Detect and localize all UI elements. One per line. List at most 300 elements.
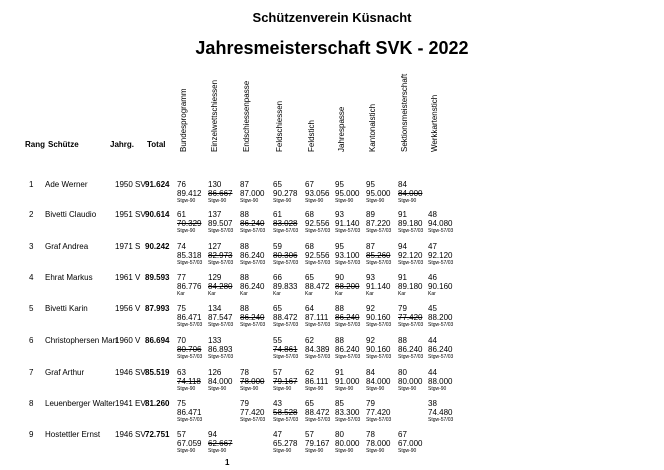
weapon-category: Stgw-90 <box>177 448 196 454</box>
score-cell <box>177 242 209 267</box>
weapon-category: Stgw-90 <box>208 448 227 454</box>
weighted-score: 58.528 <box>273 408 298 417</box>
total-score: 72.751 <box>145 430 170 439</box>
score-cell <box>208 336 240 361</box>
weapon-category: Stgw-57/03 <box>428 322 454 328</box>
weighted-score: 86.240 <box>240 251 265 260</box>
raw-score: 47 <box>428 242 437 251</box>
total-score: 89.593 <box>145 273 170 282</box>
page-number: 1 <box>225 458 230 467</box>
score-cell <box>240 273 272 298</box>
score-cell <box>240 399 272 424</box>
weapon-category: Stgw-90 <box>366 448 385 454</box>
score-cell <box>305 273 337 298</box>
raw-score: 79 <box>366 399 375 408</box>
weighted-score: 86.240 <box>240 219 265 228</box>
weapon-category: Stgw-57/03 <box>273 322 299 328</box>
weighted-score: 90.160 <box>428 282 453 291</box>
score-cell <box>428 273 460 298</box>
weighted-score: 91.140 <box>335 219 360 228</box>
birth-year: 1946 SV <box>115 368 146 377</box>
score-cell <box>273 242 305 267</box>
score-cell <box>177 304 209 329</box>
raw-score: 134 <box>208 304 222 313</box>
raw-score: 79 <box>240 399 249 408</box>
score-cell <box>177 180 209 205</box>
raw-score: 91 <box>335 368 344 377</box>
shooter-name: Hostettler Ernst <box>45 430 101 439</box>
score-cell <box>398 242 430 267</box>
score-cell <box>177 273 209 298</box>
birth-year: 1960 V <box>115 336 141 345</box>
raw-score: 84 <box>398 180 407 189</box>
weighted-score: 94.080 <box>428 219 453 228</box>
score-cell <box>428 399 460 424</box>
total-score: 87.993 <box>145 304 170 313</box>
weapon-category: Stgw-57/03 <box>240 260 266 266</box>
weapon-category: Stgw-57/03 <box>428 354 454 360</box>
raw-score: 67 <box>305 180 314 189</box>
weighted-score: 62.667 <box>208 439 233 448</box>
score-cell <box>366 210 398 235</box>
weapon-category: Kar <box>398 291 406 297</box>
weapon-category: Stgw-57/03 <box>305 322 331 328</box>
score-cell <box>366 368 398 393</box>
weighted-score: 86.240 <box>428 345 453 354</box>
weighted-score: 93.056 <box>305 189 330 198</box>
score-cell <box>177 336 209 361</box>
weighted-score: 93.100 <box>335 251 360 260</box>
weapon-category: Kar <box>366 291 374 297</box>
weapon-category: Stgw-57/03 <box>335 417 361 423</box>
header-event: Sektionsmeisterschaft <box>400 73 409 152</box>
weapon-category: Stgw-57/03 <box>240 322 266 328</box>
weapon-category: Stgw-57/03 <box>273 260 299 266</box>
score-cell <box>398 180 430 205</box>
score-cell <box>305 430 337 455</box>
score-cell <box>428 304 460 329</box>
weapon-category: Stgw-90 <box>428 386 447 392</box>
raw-score: 47 <box>273 430 282 439</box>
weapon-category: Stgw-57/03 <box>398 228 424 234</box>
weapon-category: Kar <box>305 291 313 297</box>
weighted-score: 95.000 <box>366 189 391 198</box>
score-cell <box>335 273 367 298</box>
raw-score: 67 <box>398 430 407 439</box>
raw-score: 44 <box>428 336 437 345</box>
weapon-category: Stgw-90 <box>177 228 196 234</box>
rank-value: 2 <box>29 210 34 219</box>
weighted-score: 65.278 <box>273 439 298 448</box>
score-cell <box>366 242 398 267</box>
weapon-category: Stgw-57/03 <box>366 354 392 360</box>
header-rank: Rang <box>25 140 45 149</box>
score-cell <box>366 336 398 361</box>
weapon-category: Stgw-90 <box>177 198 196 204</box>
raw-score: 44 <box>428 368 437 377</box>
score-cell <box>208 273 240 298</box>
score-cell <box>335 210 367 235</box>
score-cell <box>273 399 305 424</box>
weighted-score: 89.180 <box>398 219 423 228</box>
raw-score: 88 <box>335 304 344 313</box>
header-event: Endschiessenpasse <box>242 80 251 152</box>
score-cell <box>335 242 367 267</box>
weighted-score: 87.547 <box>208 313 233 322</box>
weighted-score: 78.000 <box>240 377 265 386</box>
score-cell <box>273 180 305 205</box>
shooter-name: Graf Andrea <box>45 242 89 251</box>
raw-score: 94 <box>208 430 217 439</box>
rank-value: 4 <box>29 273 34 282</box>
raw-score: 89 <box>366 210 375 219</box>
raw-score: 84 <box>366 368 375 377</box>
weapon-category: Stgw-57/03 <box>305 417 331 423</box>
weapon-category: Kar <box>428 291 436 297</box>
raw-score: 91 <box>398 273 407 282</box>
score-cell <box>335 430 367 455</box>
score-cell <box>208 180 240 205</box>
raw-score: 61 <box>177 210 186 219</box>
score-cell <box>428 210 460 235</box>
header-event: Bundesprogramm <box>179 88 188 152</box>
raw-score: 43 <box>273 399 282 408</box>
score-cell <box>273 430 305 455</box>
weighted-score: 89.412 <box>177 189 202 198</box>
weapon-category: Stgw-90 <box>366 386 385 392</box>
weighted-score: 88.200 <box>428 313 453 322</box>
weapon-category: Stgw-90 <box>335 386 354 392</box>
raw-score: 130 <box>208 180 222 189</box>
score-cell <box>240 242 272 267</box>
score-cell <box>273 304 305 329</box>
weighted-score: 84.000 <box>208 377 233 386</box>
weighted-score: 77.420 <box>240 408 265 417</box>
raw-score: 65 <box>305 273 314 282</box>
weapon-category: Stgw-57/03 <box>398 354 424 360</box>
raw-score: 88 <box>335 336 344 345</box>
weighted-score: 85.318 <box>177 251 202 260</box>
weighted-score: 84.389 <box>305 345 330 354</box>
weapon-category: Stgw-90 <box>398 198 417 204</box>
weapon-category: Stgw-57/03 <box>366 322 392 328</box>
weighted-score: 79.167 <box>305 439 330 448</box>
raw-score: 88 <box>240 304 249 313</box>
raw-score: 90 <box>335 273 344 282</box>
weighted-score: 67.059 <box>177 439 202 448</box>
weapon-category: Stgw-57/03 <box>366 417 392 423</box>
weapon-category: Stgw-57/03 <box>208 354 234 360</box>
weighted-score: 86.240 <box>240 313 265 322</box>
raw-score: 76 <box>177 180 186 189</box>
raw-score: 80 <box>335 430 344 439</box>
raw-score: 87 <box>240 180 249 189</box>
weapon-category: Stgw-57/03 <box>366 228 392 234</box>
rank-value: 7 <box>29 368 34 377</box>
raw-score: 127 <box>208 242 222 251</box>
raw-score: 74 <box>177 242 186 251</box>
score-cell <box>177 430 209 455</box>
weighted-score: 74.118 <box>177 377 201 386</box>
header-event: Feldschiessen <box>275 100 284 152</box>
score-cell <box>240 180 272 205</box>
weighted-score: 86.111 <box>305 377 329 386</box>
weapon-category: Stgw-57/03 <box>428 417 454 423</box>
shooter-name: Bivetti Claudio <box>45 210 97 219</box>
weapon-category: Stgw-57/03 <box>273 417 299 423</box>
header-event: Einzelwettschiessen <box>210 79 219 152</box>
weighted-score: 90.278 <box>273 189 298 198</box>
score-cell <box>335 368 367 393</box>
score-cell <box>240 368 272 393</box>
weighted-score: 85.260 <box>366 251 391 260</box>
shooter-name: Graf Arthur <box>45 368 85 377</box>
birth-year: 1941 EV <box>115 399 146 408</box>
weighted-score: 90.160 <box>366 345 391 354</box>
rank-value: 6 <box>29 336 34 345</box>
weighted-score: 87.000 <box>240 189 265 198</box>
weighted-score: 86.471 <box>177 313 202 322</box>
weapon-category: Stgw-90 <box>273 448 292 454</box>
weighted-score: 86.776 <box>177 282 202 291</box>
weapon-category: Stgw-90 <box>208 386 227 392</box>
raw-score: 94 <box>398 242 407 251</box>
raw-score: 63 <box>177 368 186 377</box>
score-cell <box>428 336 460 361</box>
score-cell <box>398 430 430 455</box>
weighted-score: 91.000 <box>335 377 360 386</box>
score-cell <box>335 336 367 361</box>
weapon-category: Stgw-90 <box>240 386 259 392</box>
score-cell <box>240 210 272 235</box>
weapon-category: Stgw-90 <box>398 386 417 392</box>
weighted-score: 92.556 <box>305 219 330 228</box>
raw-score: 92 <box>366 336 375 345</box>
weapon-category: Stgw-57/03 <box>240 417 266 423</box>
birth-year: 1950 SV <box>115 180 146 189</box>
score-cell <box>273 210 305 235</box>
weapon-category: Stgw-57/03 <box>177 354 203 360</box>
raw-score: 61 <box>273 210 282 219</box>
document-title: Jahresmeisterschaft SVK - 2022 <box>195 38 469 58</box>
total-score: 86.694 <box>145 336 170 345</box>
shooter-name: Ade Werner <box>45 180 88 189</box>
score-cell <box>398 336 430 361</box>
score-cell <box>273 336 305 361</box>
score-cell <box>335 304 367 329</box>
weapon-category: Stgw-57/03 <box>398 260 424 266</box>
weapon-category: Stgw-57/03 <box>335 260 361 266</box>
weapon-category: Stgw-57/03 <box>335 354 361 360</box>
rank-value: 5 <box>29 304 34 313</box>
raw-score: 59 <box>273 242 282 251</box>
weighted-score: 92.120 <box>398 251 423 260</box>
raw-score: 75 <box>177 304 186 313</box>
score-cell <box>366 304 398 329</box>
total-score: 90.242 <box>145 242 170 251</box>
weighted-score: 83.300 <box>335 408 360 417</box>
weighted-score: 83.028 <box>273 219 298 228</box>
weapon-category: Stgw-90 <box>305 386 324 392</box>
weighted-score: 77.420 <box>398 313 423 322</box>
club-name: Schützenverein Küsnacht <box>252 10 412 25</box>
score-cell <box>335 180 367 205</box>
score-cell <box>305 180 337 205</box>
weighted-score: 88.472 <box>305 282 330 291</box>
raw-score: 78 <box>240 368 249 377</box>
score-cell <box>177 399 209 424</box>
weighted-score: 70.329 <box>177 219 202 228</box>
weighted-score: 95.000 <box>335 189 360 198</box>
weighted-score: 88.200 <box>335 282 360 291</box>
raw-score: 137 <box>208 210 222 219</box>
weighted-score: 86.667 <box>208 189 233 198</box>
raw-score: 48 <box>428 210 437 219</box>
header-event: Kantonalstich <box>368 103 377 152</box>
birth-year: 1971 S <box>115 242 141 251</box>
weighted-score: 74.480 <box>428 408 453 417</box>
weighted-score: 86.240 <box>335 313 360 322</box>
total-score: 91.624 <box>145 180 170 189</box>
score-cell <box>273 273 305 298</box>
raw-score: 93 <box>366 273 375 282</box>
weighted-score: 80.000 <box>335 439 360 448</box>
shooter-name: Christophersen Mart <box>45 336 118 345</box>
weapon-category: Stgw-57/03 <box>366 260 392 266</box>
weighted-score: 86.893 <box>208 345 233 354</box>
weighted-score: 86.240 <box>335 345 360 354</box>
score-cell <box>240 304 272 329</box>
score-cell <box>366 273 398 298</box>
weapon-category: Stgw-90 <box>335 448 354 454</box>
raw-score: 68 <box>305 242 314 251</box>
score-cell <box>398 210 430 235</box>
weapon-category: Stgw-57/03 <box>177 260 203 266</box>
raw-score: 79 <box>398 304 407 313</box>
score-cell <box>208 304 240 329</box>
score-cell <box>305 399 337 424</box>
header-name: Schütze <box>48 140 79 149</box>
weapon-category: Stgw-57/03 <box>177 417 203 423</box>
raw-score: 62 <box>305 368 314 377</box>
weapon-category: Kar <box>240 291 248 297</box>
weapon-category: Stgw-57/03 <box>208 228 234 234</box>
weapon-category: Stgw-57/03 <box>428 228 454 234</box>
raw-score: 62 <box>305 336 314 345</box>
raw-score: 57 <box>177 430 186 439</box>
weighted-score: 74.861 <box>273 345 298 354</box>
raw-score: 95 <box>335 180 344 189</box>
score-cell <box>208 242 240 267</box>
weapon-category: Stgw-90 <box>177 386 196 392</box>
weapon-category: Stgw-57/03 <box>305 260 331 266</box>
weighted-score: 91.140 <box>366 282 391 291</box>
weapon-category: Stgw-57/03 <box>335 322 361 328</box>
rank-value: 9 <box>29 430 34 439</box>
score-cell <box>335 399 367 424</box>
score-cell <box>366 399 398 424</box>
weapon-category: Stgw-90 <box>366 198 385 204</box>
score-cell <box>273 368 305 393</box>
raw-score: 88 <box>240 242 249 251</box>
weapon-category: Stgw-90 <box>240 198 259 204</box>
weapon-category: Stgw-90 <box>398 448 417 454</box>
shooter-name: Leuenberger Walter <box>45 399 116 408</box>
score-cell <box>305 242 337 267</box>
raw-score: 65 <box>273 180 282 189</box>
raw-score: 57 <box>273 368 282 377</box>
raw-score: 80 <box>398 368 407 377</box>
weapon-category: Stgw-57/03 <box>428 260 454 266</box>
weighted-score: 86.240 <box>398 345 423 354</box>
weapon-category: Stgw-90 <box>208 198 227 204</box>
weighted-score: 67.000 <box>398 439 423 448</box>
weapon-category: Stgw-57/03 <box>305 228 331 234</box>
score-cell <box>398 273 430 298</box>
total-score: 85.519 <box>145 368 170 377</box>
weapon-category: Kar <box>335 291 343 297</box>
rank-value: 3 <box>29 242 34 251</box>
weighted-score: 87.220 <box>366 219 391 228</box>
raw-score: 85 <box>335 399 344 408</box>
weighted-score: 89.507 <box>208 219 233 228</box>
shooter-name: Bivetti Karin <box>45 304 88 313</box>
weighted-score: 90.160 <box>366 313 391 322</box>
score-cell <box>398 304 430 329</box>
header-total: Total <box>147 140 166 149</box>
raw-score: 78 <box>366 430 375 439</box>
raw-score: 38 <box>428 399 437 408</box>
birth-year: 1951 SV <box>115 210 146 219</box>
score-cell <box>398 368 430 393</box>
score-cell <box>305 336 337 361</box>
raw-score: 66 <box>273 273 282 282</box>
header-event: Feldstich <box>307 119 316 152</box>
raw-score: 93 <box>335 210 344 219</box>
raw-score: 95 <box>366 180 375 189</box>
raw-score: 46 <box>428 273 437 282</box>
weapon-category: Stgw-57/03 <box>273 354 299 360</box>
raw-score: 91 <box>398 210 407 219</box>
weapon-category: Stgw-57/03 <box>305 354 331 360</box>
weapon-category: Kar <box>177 291 185 297</box>
weapon-category: Stgw-90 <box>273 386 292 392</box>
weighted-score: 88.472 <box>273 313 298 322</box>
weighted-score: 84.280 <box>208 282 233 291</box>
header-event: Jahrespasse <box>337 106 346 152</box>
total-score: 90.614 <box>145 210 170 219</box>
score-cell <box>366 430 398 455</box>
weighted-score: 92.120 <box>428 251 453 260</box>
raw-score: 65 <box>305 399 314 408</box>
weapon-category: Stgw-90 <box>273 198 292 204</box>
raw-score: 129 <box>208 273 222 282</box>
weapon-category: Stgw-90 <box>305 448 324 454</box>
birth-year: 1961 V <box>115 273 141 282</box>
raw-score: 92 <box>366 304 375 313</box>
weapon-category: Stgw-57/03 <box>177 322 203 328</box>
weapon-category: Stgw-57/03 <box>335 228 361 234</box>
raw-score: 95 <box>335 242 344 251</box>
weapon-category: Stgw-57/03 <box>398 322 424 328</box>
weighted-score: 89.833 <box>273 282 298 291</box>
weapon-category: Stgw-90 <box>305 198 324 204</box>
weapon-category: Stgw-57/03 <box>208 322 234 328</box>
weapon-category: Stgw-57/03 <box>240 228 266 234</box>
score-cell <box>208 368 240 393</box>
score-cell <box>208 430 240 455</box>
raw-score: 57 <box>305 430 314 439</box>
